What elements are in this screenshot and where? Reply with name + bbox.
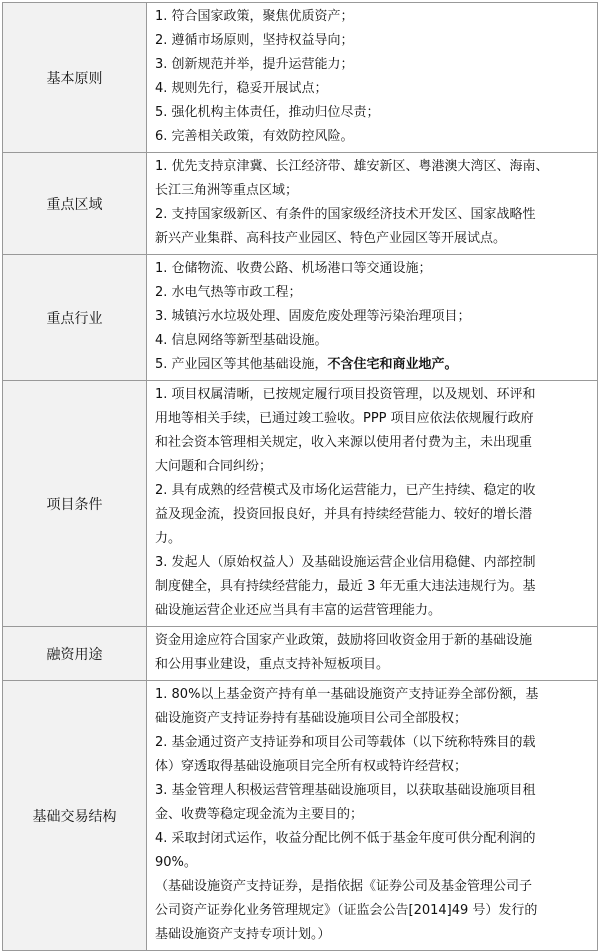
- content-line-text: 2. 支持国家级新区、有条件的国家级经济技术开发区、国家战略性: [155, 207, 536, 222]
- row-content: [147, 3, 598, 153]
- content-line: [155, 653, 591, 677]
- content-line-text: 1. 仓储物流、收费公路、机场港口等交通设施；: [155, 261, 432, 276]
- content-line: [155, 383, 591, 407]
- content-line-text: 长江三角洲等重点区域；: [155, 183, 299, 198]
- content-line: [155, 257, 591, 281]
- content-line-text: 3. 基金管理人积极运营管理基础设施项目，以获取基础设施项目租: [155, 783, 536, 798]
- content-line-text: 4. 信息网络等新型基础设施。: [155, 333, 328, 348]
- content-line-text: 4. 规则先行，稳妥开展试点；: [155, 81, 328, 96]
- content-line-text: 大问题和合同纠纷；: [155, 459, 273, 474]
- content-line: [155, 155, 591, 179]
- row-label: 项目条件: [3, 381, 147, 627]
- content-line-text: 公司资产证券化业务管理规定》（证监会公告[2014]49 号）发行的: [155, 903, 538, 918]
- content-line-text: 90%。: [155, 855, 197, 870]
- content-line-text: 3. 城镇污水垃圾处理、固废危废处理等污染治理项目；: [155, 309, 471, 324]
- content-line: [155, 101, 591, 125]
- content-line-text: 新兴产业集群、高科技产业园区、特色产业园区等开展试点。: [155, 231, 507, 246]
- content-line-text: 4. 采取封闭式运作，收益分配比例不低于基金年度可供分配利润的: [155, 831, 536, 846]
- row-content: [147, 681, 598, 951]
- content-line: [155, 629, 591, 653]
- content-line: [155, 575, 591, 599]
- content-line-text: 1. 符合国家政策，聚焦优质资产；: [155, 9, 354, 24]
- row-label: 重点行业: [3, 255, 147, 381]
- content-line: [155, 527, 591, 551]
- content-line-text: 基础设施资产支持专项计划。）: [155, 927, 331, 942]
- content-line-text: 力。: [155, 531, 182, 546]
- content-line-text: 1. 项目权属清晰，已按规定履行项目投资管理，以及规划、环评和: [155, 387, 536, 402]
- content-line-text: 1. 优先支持京津冀、长江经济带、雄安新区、粤港澳大湾区、海南、: [155, 159, 549, 174]
- content-line-text: 1. 80%以上基金资产持有单一基础设施资产支持证券全部份额，基: [155, 687, 539, 702]
- content-line: [155, 353, 591, 377]
- content-line: [155, 431, 591, 455]
- content-line: [155, 281, 591, 305]
- table-row: [3, 627, 598, 681]
- row-label: 重点区域: [3, 153, 147, 255]
- content-line-text: 资金用途应符合国家产业政策，鼓励将回收资金用于新的基础设施: [155, 633, 533, 648]
- content-line-text: 5. 产业园区等其他基础设施，: [155, 357, 328, 372]
- content-line: [155, 5, 591, 29]
- content-line-text: 体）穿透取得基础设施项目完全所有权或特许经营权；: [155, 759, 468, 774]
- content-line: [155, 29, 591, 53]
- content-line: [155, 503, 591, 527]
- content-line: [155, 803, 591, 827]
- row-label: 基础交易结构: [3, 681, 147, 951]
- content-line: [155, 875, 591, 899]
- row-content: [147, 381, 598, 627]
- content-line: [155, 203, 591, 227]
- content-line: [155, 755, 591, 779]
- content-line: [155, 707, 591, 731]
- content-line-text: （基础设施资产支持证券，是指依据《证券公司及基金管理公司子: [155, 879, 533, 894]
- content-line-text: 2. 水电气热等市政工程；: [155, 285, 302, 300]
- content-line: [155, 851, 591, 875]
- content-line-text: 和公用事业建设，重点支持补短板项目。: [155, 657, 390, 672]
- content-line: [155, 179, 591, 203]
- content-line: [155, 923, 591, 947]
- content-line: [155, 827, 591, 851]
- policy-table: [2, 2, 598, 951]
- content-line: [155, 551, 591, 575]
- content-line-text: 2. 遵循市场原则，坚持权益导向；: [155, 33, 354, 48]
- content-line: [155, 599, 591, 623]
- content-line-text: 础设施运营企业还应当具有丰富的运营管理能力。: [155, 603, 442, 618]
- content-line-text: 6. 完善相关政策，有效防控风险。: [155, 129, 354, 144]
- content-line-text: 3. 创新规范并举，提升运营能力；: [155, 57, 354, 72]
- table-row: [3, 381, 598, 627]
- content-line: [155, 455, 591, 479]
- content-line-text: 金、收费等稳定现金流为主要目的；: [155, 807, 364, 822]
- row-content: [147, 255, 598, 381]
- content-line: [155, 683, 591, 707]
- content-line: [155, 329, 591, 353]
- row-label: 融资用途: [3, 627, 147, 681]
- row-content: [147, 153, 598, 255]
- table-row: [3, 153, 598, 255]
- content-line-text: 和社会资本管理相关规定，收入来源以使用者付费为主，未出现重: [155, 435, 533, 450]
- content-line-text: 2. 具有成熟的经营模式及市场化运营能力，已产生持续、稳定的收: [155, 483, 536, 498]
- table-row: [3, 681, 598, 951]
- policy-table-body: [3, 3, 598, 951]
- content-line: [155, 479, 591, 503]
- content-line-text: 益及现金流，投资回报良好，并具有持续经营能力、较好的增长潜: [155, 507, 533, 522]
- content-line: [155, 77, 591, 101]
- content-line: [155, 53, 591, 77]
- content-line: [155, 305, 591, 329]
- content-line-text: 3. 发起人（原始权益人）及基础设施运营企业信用稳健、内部控制: [155, 555, 536, 570]
- content-line-text: 2. 基金通过资产支持证券和项目公司等载体（以下统称特殊目的载: [155, 735, 536, 750]
- content-line: [155, 899, 591, 923]
- content-line-text: 5. 强化机构主体责任，推动归位尽责；: [155, 105, 380, 120]
- table-row: [3, 3, 598, 153]
- content-line: [155, 779, 591, 803]
- content-line-text: 制度健全，具有持续经营能力，最近 3 年无重大违法违规行为。基: [155, 579, 536, 594]
- content-line: [155, 407, 591, 431]
- table-row: [3, 255, 598, 381]
- row-content: [147, 627, 598, 681]
- content-line-text: 础设施资产支持证券持有基础设施项目公司全部股权；: [155, 711, 468, 726]
- bold-note: 不含住宅和商业地产。: [327, 357, 458, 372]
- content-line: [155, 227, 591, 251]
- row-label: 基本原则: [3, 3, 147, 153]
- content-line-text: 用地等相关手续，已通过竣工验收。PPP 项目应依法依规履行政府: [155, 411, 534, 426]
- content-line: [155, 125, 591, 149]
- content-line: [155, 731, 591, 755]
